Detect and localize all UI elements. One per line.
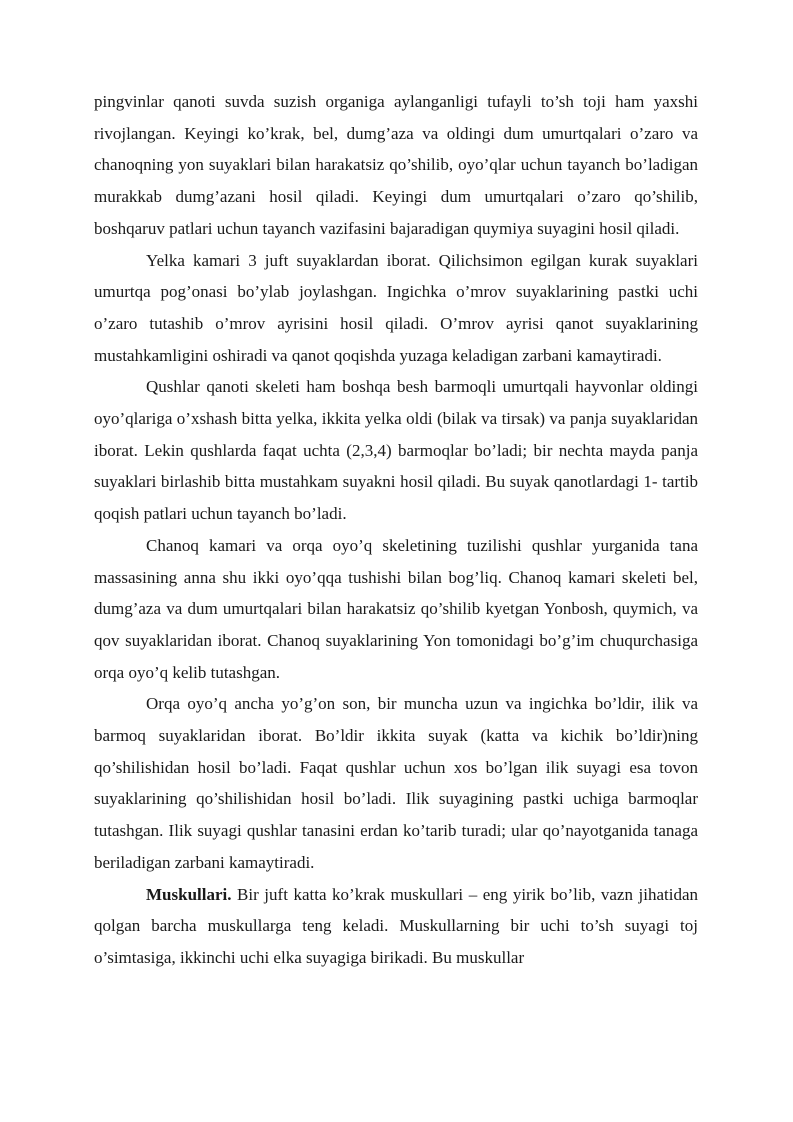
paragraph-1 — [94, 86, 698, 245]
paragraph-1-text: pingvinlar qanoti suvda suzish organiga aylanganligi tufayli to’sh toji ham yaxshi rivojlangan. Keyingi ko’krak, bel, dumg’aza va oldingi dum umurtqalari o’zaro va chanoqning yon suyaklari bilan harakatsiz qo’shilib, oyo’qlar uchun tayanch bo’ladigan murakkab dumg’azani hosil qiladi. Keyingi dum umurtqalari o’zaro qo’shilib, boshqaruv patlari uchun tayanch vazifasini bajaradigan quymiya suyagini hosil qiladi. — [94, 92, 698, 238]
paragraph-4 — [94, 530, 698, 689]
paragraph-2-text: Yelka kamari 3 juft suyaklardan iborat. Qilichsimon egilgan kurak suyaklari umurtqa pog’onasi bo’ylab joylashgan. Ingichka o’mrov suyaklarining pastki uchi o’zaro tutashib o’mrov ayrisini hosil qiladi. O’mrov ayrisi qanot suyaklarining mustahkamligini oshiradi va qanot qoqishda yuzaga keladigan zarbani kamaytiradi. — [94, 250, 698, 365]
paragraph-2 — [94, 245, 698, 372]
section-heading-muskullari: Muskullari. — [146, 884, 232, 904]
paragraph-6 — [94, 879, 698, 974]
paragraph-6-text: Bir juft katta ko’krak muskullari – eng yirik bo’lib, vazn jihatidan qolgan barcha muskullarga teng keladi. Muskullarning bir uchi to’sh suyagi toj o’simtasiga, ikkinchi uchi elka suyagiga birikadi. Bu muskullar — [94, 884, 698, 967]
paragraph-3 — [94, 371, 698, 530]
paragraph-5 — [94, 688, 698, 878]
paragraph-4-text: Chanoq kamari va orqa oyo’q skeletining tuzilishi qushlar yurganida tana massasining anna shu ikki oyo’qqa tushishi bilan bog’liq. Chanoq kamari skeleti bel, dumg’aza va dum umurtqalari bilan harakatsiz qo’shilib kyetgan Yonbosh, quymich, va qov suyaklaridan iborat. Chanoq suyaklarining Yon tomonidagi bo’g’im chuqurchasiga orqa oyo’q kelib tutashgan. — [94, 535, 698, 682]
document-page — [94, 86, 698, 974]
paragraph-5-text: Orqa oyo’q ancha yo’g’on son, bir muncha uzun va ingichka bo’ldir, ilik va barmoq suyaklaridan iborat. Bo’ldir ikkita suyak (katta va kichik bo’ldir)ning qo’shilishidan hosil bo’ladi. Faqat qushlar uchun xos bo’lgan ilik suyagi esa tovon suyaklarining qo’shilishidan hosil bo’ladi. Ilik suyagining pastki uchiga barmoqlar tutashgan. Ilik suyagi qushlar tanasini erdan ko’tarib turadi; ular qo’nayotganida tanaga beriladigan zarbani kamaytiradi. — [94, 694, 698, 872]
paragraph-3-text: Qushlar qanoti skeleti ham boshqa besh barmoqli umurtqali hayvonlar oldingi oyo’qlariga o’xshash bitta yelka, ikkita yelka oldi (bilak va tirsak) va panja suyaklaridan iborat. Lekin qushlarda faqat uchta (2,3,4) barmoqlar bo’ladi; bir nechta mayda panja suyaklari birlashib bitta mustahkam suyakni hosil qiladi. Bu suyak qanotlardagi 1- tartib qoqish patlari uchun tayanch bo’ladi. — [94, 377, 698, 524]
